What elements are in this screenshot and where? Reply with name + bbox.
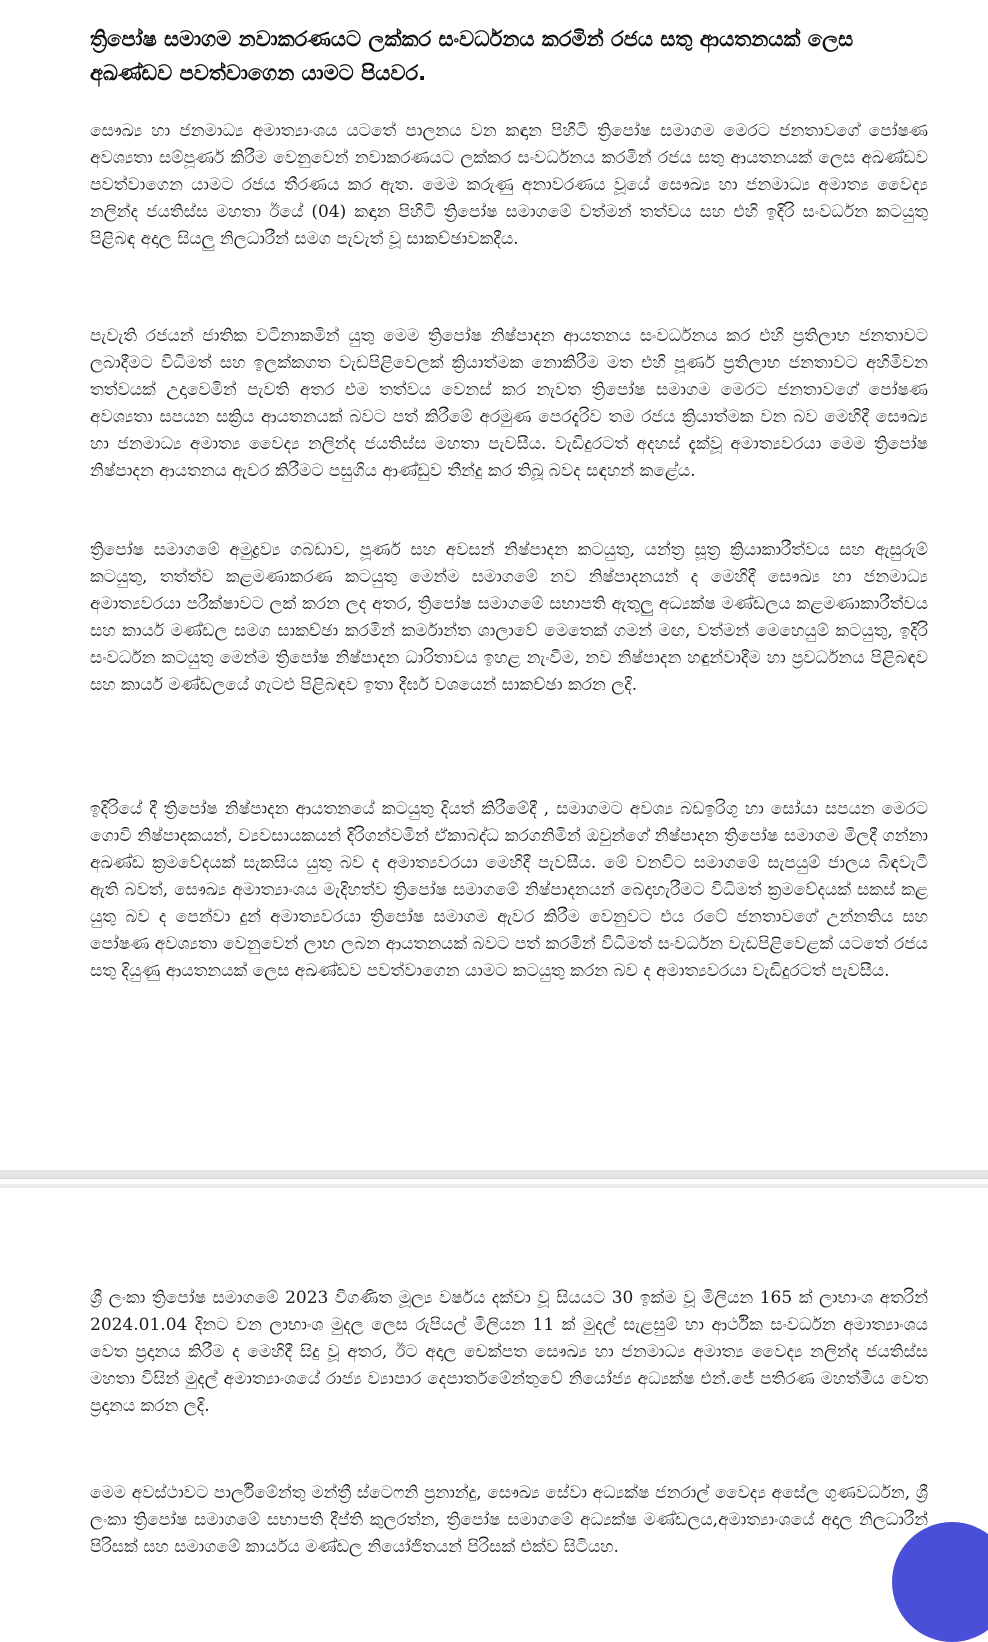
paragraph-2-block <box>90 323 928 485</box>
paragraph-5-block <box>90 1285 928 1420</box>
paragraph-5: ශ්‍රී ලංකා ත්‍රිපෝෂ සමාගමේ 2023 විගණිත මූල්‍ය වර්ෂය දක්වා වූ සියයට 30 ඉක්ම වූ මිලියන 165 ක් ලාභාංශ අතරින් 2024.01.04 දිනට වන ලාභාංශ මුදල ලෙස රුපියල් මිලියන 11 ක් මුදල් සැළසුම් හා ආර්ථික සංවර්ධන අමාත්‍යාංශය වෙත ප්‍රදානය කිරීම ද මෙහිදී සිදු වූ අතර, ඊට අදාල චෙක්පත සෞඛ්‍ය හා ජනමාධ්‍ය අමාත්‍ය වෛද්‍ය නලින්ද ජයතිස්ස මහතා විසින් මුදල් අමාත්‍යාංශයේ රාජ්‍ය ව්‍යාපාර දෙපාර්තමේන්තුවේ නියෝජ්‍ය අධ්‍යක්ෂ එන්.ජේ පතිරණ මහත්මිය වෙත ප්‍රදානය කරන ලදි. <box>90 1288 928 1416</box>
paragraph-3-block <box>90 537 928 699</box>
page-separator-shadow <box>0 1170 988 1179</box>
page-separator <box>0 1170 988 1190</box>
paragraph-2: පැවැති රජයන් ජාතික වටිනාකමින් යුතු මෙම ත්‍රිපෝෂ නිෂ්පාදන ආයතනය සංවර්ධනය කර එහි ප්‍රතිලාභ ජනතාවට ලබාදීමට විධිමත් සහ ඉලක්කගත වැඩපිළිවෙලක් ක්‍රියාත්මක නොකිරීම මත එහි පූර්ණ ප්‍රතිලාභ ජනතාවට අහිමිවන තත්වයක් උදාවෙමින් පැවති අතර එම තත්වය වෙනස් කර නැවත ත්‍රිපෝෂ සමාගම මෙරට ජනතාවගේ පෝෂණ අවශ්‍යතා සපයන සක්‍රිය ආයතනයක් බවට පත් කිරීමේ අරමුණ පෙරදැරිව තම රජය ක්‍රියාත්මක වන බව මෙහිදී සෞඛ්‍ය හා ජනමාධ්‍ය අමාත්‍ය වෛද්‍ය නලින්ද ජයතිස්ස මහතා පැවසීය. වැඩිදුරටත් අදහස් දැක්වූ අමාත්‍යවරයා මෙම ත්‍රිපෝෂ නිෂ්පාදන ආයතනය ඇවර කිරීමට පසුගිය ආණ්ඩුව තීන්දු කර තිබූ බවද සඳහන් කළේය. <box>90 326 928 481</box>
paragraph-1: සෞඛ්‍ය හා ජනමාධ්‍ය අමාත්‍යාංශය යටතේ පාලනය වන කඳාන පිහිටි ත්‍රිපෝෂ සමාගම මෙරට ජනතාවගේ පෝෂණ අවශ්‍යතා සම්පූර්ණ කිරීම වෙනුවෙන් නවාකරණයට ලක්කර සංවර්ධනය කරමින් රජය සතු ආයතනයක් ලෙස අඛණ්ඩව පවත්වාගෙන යාමට රජය තීරණය කර ඇත. මෙම කරුණු අනාවරණය වූයේ සෞඛ්‍ය හා ජනමාධ්‍ය අමාත්‍ය වෛද්‍ය නලින්ද ජයතිස්ස මහතා ඊයේ (04) කඳාන පිහිටි ත්‍රිපෝෂ සමාගමේ වත්මන් තත්වය සහ එහි ඉදිරි සංවර්ධන කටයුතු පිළිබඳ අදාල සියලු නිලධාරීන් සමග පැවැත් වූ සාකච්ඡාවකදීය. <box>90 121 928 249</box>
article-headline-block <box>90 22 928 90</box>
paragraph-6: මෙම අවස්ථාවට පාර්ලිමේන්තු මන්ත්‍රී ස්ටෙෆනි ප්‍රනාන්දු, සෞඛ්‍ය සේවා අධ්‍යක්ෂ ජනරාල් වෛද්‍ය අසේල ගුණවර්ධන, ශ්‍රී ලංකා ත්‍රිපෝෂ සමාගමේ සභාපති දීප්ති කුලරත්න, ත්‍රිපෝෂ සමාගමේ අධ්‍යක්ෂ මණ්ඩලය,අමාත්‍යාංශයේ අදාල නිලධාරීන් පිරිසක් සහ සමාගමේ කාර්යය මණ්ඩල නියෝජිතයන් පිරිසක් එක්ව සිටියහ. <box>90 1483 928 1557</box>
paragraph-4-block <box>90 796 928 985</box>
paragraph-1-block <box>90 118 928 253</box>
paragraph-3: ත්‍රිපෝෂ සමාගමේ අමුද්‍රව්‍ය ගබඩාව, පූර්ණ සහ අවසන් නිෂ්පාදන කටයුතු, යන්ත්‍ර සූත්‍ර ක්‍රියාකාරීත්වය සහ ඇසුරුම් කටයුතු, තත්ත්ව කළමණාකරණ කටයුතු මෙන්ම සමාගමේ නව නිෂ්පාදනයන් ද මෙහිදී සෞඛ්‍ය හා ජනමාධ්‍ය අමාත්‍යවරයා පරීක්ෂාවට ලක් කරන ලද අතර, ත්‍රිපෝෂ සමාගමේ සභාපති ඇතුලු අධ්‍යක්ෂ මණ්ඩලය කළමණාකාරීත්වය සහ කාර්ය මණ්ඩල සමග සාකච්ඡා කරමින් කර්මාන්ත ශාලාවේ මෙතෙක් ගමන් මඟ, වත්මන් මෙහෙයුම් කටයුතු, ඉදිරි සංවර්ධන කටයුතු මෙන්ම ත්‍රිපෝෂ නිෂ්පාදන ධාරිතාවය ඉහළ නැංවීම, නව නිෂ්පාදන හඳුන්වාදීම හා ප්‍රවර්ධනය පිළිබඳව සහ කාර්ය මණ්ඩලයේ ගැටළු පිළිබඳව ඉතා දීර්ඝ වශයෙන් සාකච්ඡා කරන ලදි. <box>90 540 928 695</box>
paragraph-4: ඉදිරියේ දී ත්‍රිපෝෂ නිෂ්පාදන ආයතනයේ කටයුතු දියත් කිරීමේදී , සමාගමට අවශ්‍ය බඩඉරිගු හා සෝයා සපයන මෙරට ගොවි නිෂ්පාදකයන්, ව්‍යවසායකයන් දිරිගන්වමින් ඒකාබද්ධ කරගනිමින් ඔවුන්ගේ නිෂ්පාදන ත්‍රිපෝෂ සමාගම මිලදී ගන්නා අඛණ්ඩ ක්‍රමවේදයක් සැකසිය යුතු බව ද අමාත්‍යවරයා මෙහිදී පැවසීය. මේ වනවිට සමාගමේ සැපයුම් ජාලය බිඳවැටී ඇති බවත්, සෞඛ්‍ය අමාත්‍යාංශය මැදිහත්ව ත්‍රිපෝෂ සමාගමේ නිෂ්පාදනයන් බෙදාහැරීමට විධිමත් ක්‍රමවේදයක් සකස් කළ යුතු බව ද පෙන්වා දුන් අමාත්‍යවරයා ත්‍රිපෝෂ සමාගම ඇවර කිරීම වෙනුවට එය රටේ ජනතාවගේ උන්නතිය සහ පෝෂණ අවශ්‍යතා වෙනුවෙන් ලාභ ලබන ආයතනයක් බවට පත් කරමින් විධිමත් සංවර්ධන වැඩපිළිවෙළක් යටතේ රජය සතු දියුණු ආයතනයක් ලෙස අඛණ්ඩව පවත්වාගෙන යාමට කටයුතු කරන බව ද අමාත්‍යවරයා වැඩිදුරටත් පැවසීය. <box>90 799 928 981</box>
paragraph-6-block <box>90 1480 928 1561</box>
page-separator-edge <box>0 1184 988 1188</box>
article-headline: ත්‍රිපෝෂ සමාගම නවාකරණයට ලක්කර සංවර්ධනය කරමින් රජය සතු ආයතනයක් ලෙස අඛණ්ඩව පවත්වාගෙන යාමට පියවර. <box>90 27 854 85</box>
document-page-2 <box>0 1190 988 1582</box>
